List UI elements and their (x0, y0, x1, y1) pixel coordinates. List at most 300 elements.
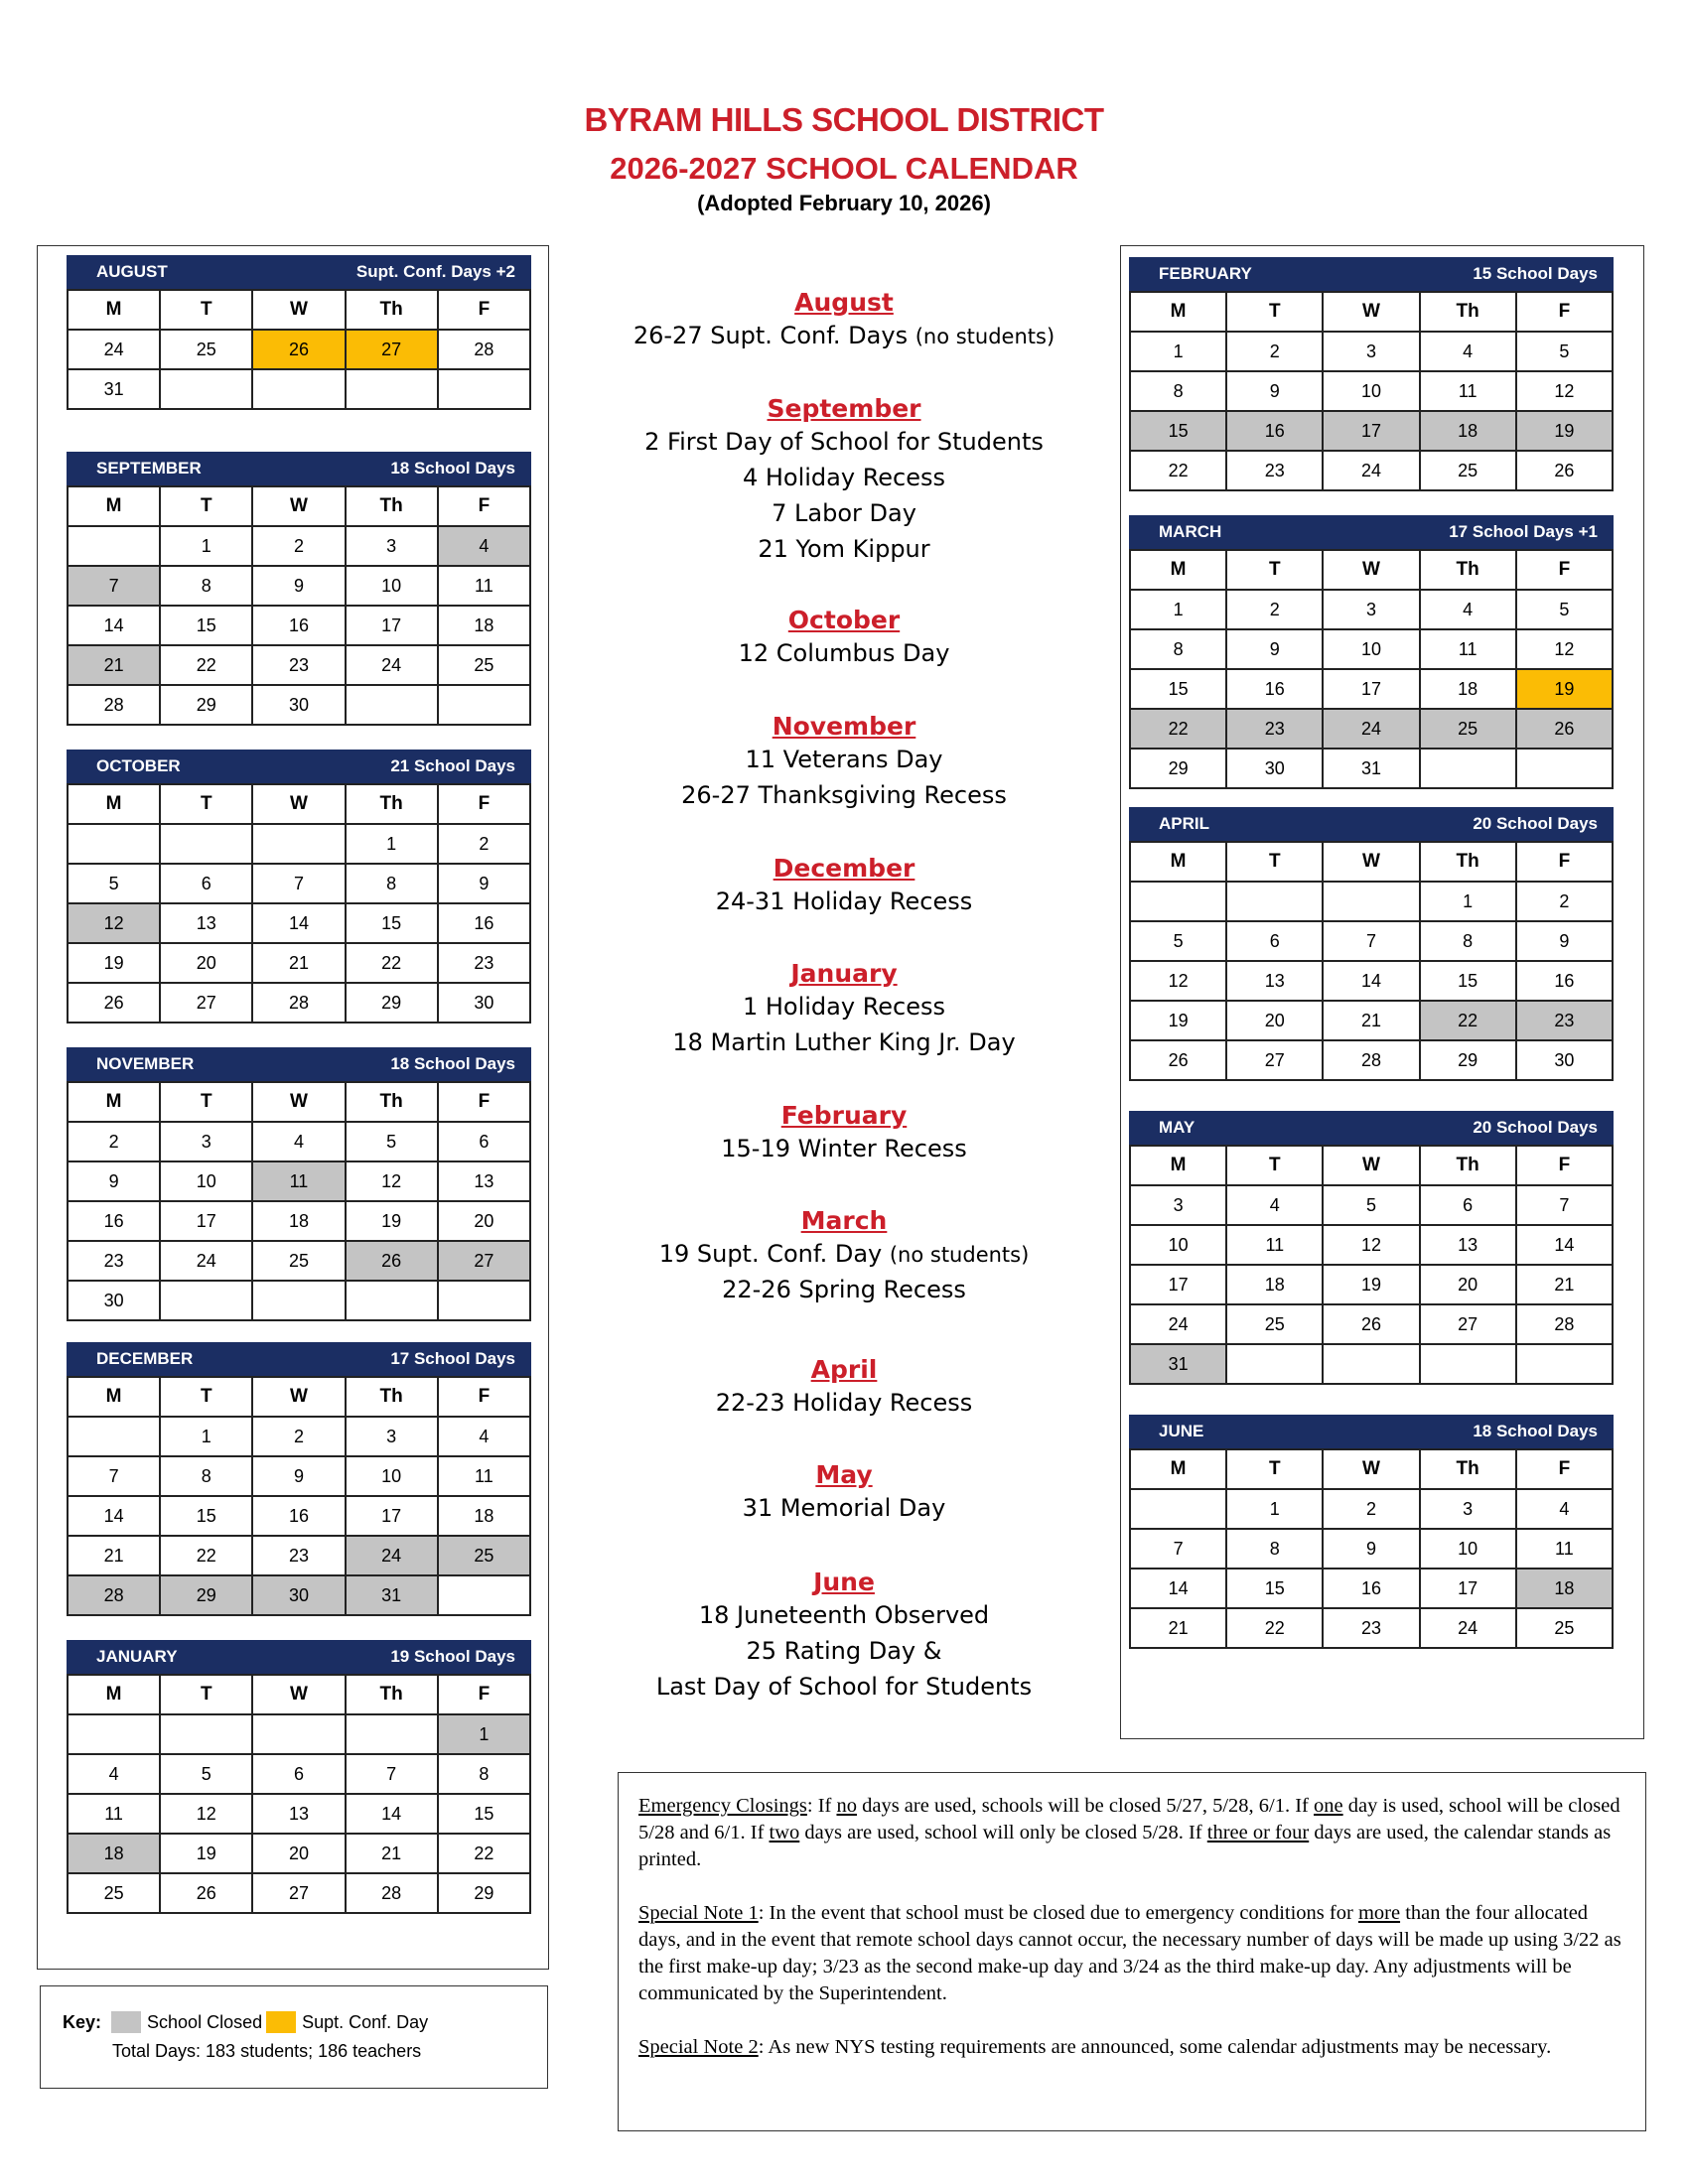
event-line (596, 1240, 1092, 1268)
day-cell: 3 (160, 1122, 252, 1161)
day-cell: 29 (160, 685, 252, 725)
note-text: : If (806, 1795, 837, 1817)
closed-swatch (111, 2011, 141, 2033)
day-cell: 12 (346, 1161, 438, 1201)
weekday-row (1130, 550, 1613, 590)
day-cell (160, 1281, 252, 1320)
weekday-header: W (1323, 1449, 1419, 1489)
week-row (1130, 882, 1613, 921)
day-cell: 23 (1323, 1608, 1419, 1648)
month-header (67, 750, 531, 783)
weekday-header: M (1130, 1449, 1226, 1489)
month-name: SEPTEMBER (96, 459, 202, 478)
month-header (67, 1640, 531, 1674)
event-month-heading: March (800, 1206, 888, 1235)
month-name: FEBRUARY (1159, 264, 1252, 283)
weekday-row (1130, 842, 1613, 882)
day-cell (346, 369, 438, 409)
day-cell: 25 (252, 1241, 345, 1281)
day-cell: 24 (1323, 451, 1419, 490)
weekday-header: Th (346, 290, 438, 330)
day-cell: 21 (1130, 1608, 1226, 1648)
event-line (596, 322, 1092, 349)
day-cell: 15 (346, 903, 438, 943)
event-line (596, 1135, 1092, 1162)
day-cell: 5 (1516, 590, 1613, 629)
weekday-header: W (1323, 550, 1419, 590)
month-grid (67, 485, 531, 726)
day-cell: 25 (438, 1536, 530, 1575)
day-cell: 1 (1130, 590, 1226, 629)
weekday-row (68, 1675, 530, 1714)
week-row (68, 1575, 530, 1615)
event-line (596, 1637, 1092, 1665)
day-cell: 10 (346, 1456, 438, 1496)
week-row (68, 1241, 530, 1281)
week-row (1130, 1569, 1613, 1608)
day-cell: 21 (1323, 1001, 1419, 1040)
day-cell (252, 1714, 345, 1754)
day-cell: 14 (1516, 1225, 1613, 1265)
day-cell: 9 (1226, 629, 1323, 669)
school-days-count: 15 School Days (1473, 264, 1598, 283)
week-row (68, 1122, 530, 1161)
weekday-header: Th (1420, 550, 1516, 590)
event-text: 18 Martin Luther King Jr. Day (672, 1028, 1016, 1056)
month-name: OCTOBER (96, 756, 181, 775)
day-cell: 2 (252, 1417, 345, 1456)
day-cell (68, 1417, 160, 1456)
week-row (1130, 371, 1613, 411)
week-row (68, 983, 530, 1023)
key-box (40, 1985, 548, 2089)
month-june (1129, 1415, 1614, 1649)
weekday-header: M (1130, 842, 1226, 882)
day-cell: 20 (1420, 1265, 1516, 1304)
weekday-row (68, 290, 530, 330)
day-cell: 21 (252, 943, 345, 983)
week-row (1130, 1608, 1613, 1648)
event-text: 2 First Day of School for Students (644, 428, 1044, 456)
day-cell: 15 (160, 1496, 252, 1536)
day-cell: 20 (438, 1201, 530, 1241)
day-cell: 1 (1130, 332, 1226, 371)
weekday-header: T (1226, 292, 1323, 332)
school-days-count: 18 School Days (390, 459, 515, 478)
event-line (596, 499, 1092, 527)
day-cell: 21 (68, 645, 160, 685)
day-cell: 4 (438, 1417, 530, 1456)
day-cell: 14 (68, 1496, 160, 1536)
day-cell: 19 (68, 943, 160, 983)
event-text: 19 Supt. Conf. Day (658, 1240, 890, 1268)
day-cell: 11 (1516, 1529, 1613, 1569)
event-note: (no students) (914, 325, 1055, 348)
day-cell (68, 824, 160, 864)
day-cell: 30 (438, 983, 530, 1023)
day-cell: 28 (252, 983, 345, 1023)
day-cell: 9 (1226, 371, 1323, 411)
weekday-header: F (438, 1675, 530, 1714)
day-cell: 8 (160, 1456, 252, 1496)
day-cell: 11 (438, 1456, 530, 1496)
day-cell: 6 (160, 864, 252, 903)
month-name: NOVEMBER (96, 1054, 195, 1073)
day-cell: 10 (346, 566, 438, 606)
day-cell: 11 (68, 1794, 160, 1834)
week-row (68, 645, 530, 685)
day-cell (1323, 882, 1419, 921)
day-cell: 11 (1420, 371, 1516, 411)
day-cell: 7 (68, 566, 160, 606)
day-cell: 9 (252, 566, 345, 606)
day-cell: 1 (160, 526, 252, 566)
month-grid (1129, 1145, 1614, 1385)
school-days-count: 17 School Days +1 (1449, 522, 1598, 541)
day-cell: 1 (160, 1417, 252, 1456)
weekday-header: T (160, 290, 252, 330)
day-cell: 2 (68, 1122, 160, 1161)
day-cell: 26 (1323, 1304, 1419, 1344)
week-row (1130, 1265, 1613, 1304)
week-row (68, 903, 530, 943)
day-cell: 3 (346, 526, 438, 566)
day-cell: 4 (438, 526, 530, 566)
note-text: days are used, schools will be closed 5/27, 5/28, 6/1. If (856, 1795, 1315, 1817)
week-row (68, 685, 530, 725)
weekday-header: F (438, 290, 530, 330)
day-cell (438, 1281, 530, 1320)
weekday-row (68, 784, 530, 824)
week-row (1130, 961, 1613, 1001)
day-cell (346, 1281, 438, 1320)
event-month-heading: October (787, 606, 901, 634)
day-cell: 7 (1323, 921, 1419, 961)
event-text: 31 Memorial Day (742, 1494, 946, 1522)
week-row (1130, 1344, 1613, 1384)
event-line (596, 887, 1092, 915)
day-cell: 10 (1420, 1529, 1516, 1569)
day-cell (438, 369, 530, 409)
day-cell: 21 (346, 1834, 438, 1873)
day-cell: 31 (1323, 749, 1419, 788)
day-cell: 17 (160, 1201, 252, 1241)
day-cell: 7 (252, 864, 345, 903)
day-cell: 13 (1226, 961, 1323, 1001)
weekday-header: Th (346, 486, 438, 526)
day-cell: 3 (1420, 1489, 1516, 1529)
day-cell: 25 (1516, 1608, 1613, 1648)
note-text: than the four allocated days, and in the event that remote school days cannot occur, the necessary number of days will be made up using 3/22 as the first make-up day; 3/23 as the second make-up day and 3/24 as the third make-up day. Any adjustments will be communicated by the Superintendent. (638, 1902, 1621, 2004)
month-may (1129, 1111, 1614, 1385)
event-text: 18 Juneteenth Observed (698, 1601, 990, 1629)
week-row (68, 1161, 530, 1201)
event-line (596, 1389, 1092, 1417)
weekday-header: Th (1420, 842, 1516, 882)
day-cell (252, 369, 345, 409)
day-cell: 11 (1226, 1225, 1323, 1265)
day-cell: 1 (1420, 882, 1516, 921)
day-cell (1323, 1344, 1419, 1384)
week-row (68, 606, 530, 645)
notes-box (618, 1772, 1646, 2131)
month-grid (67, 783, 531, 1024)
event-text: 12 Columbus Day (738, 639, 950, 667)
event-line (596, 535, 1092, 563)
week-row (68, 1754, 530, 1794)
weekday-row (1130, 1146, 1613, 1185)
week-row (1130, 1001, 1613, 1040)
day-cell: 3 (1130, 1185, 1226, 1225)
month-december (67, 1342, 531, 1616)
special-note-2 (638, 2034, 1625, 2061)
weekday-header: Th (346, 1675, 438, 1714)
day-cell: 18 (252, 1201, 345, 1241)
weekday-header: F (1516, 1146, 1613, 1185)
day-cell: 15 (1130, 669, 1226, 709)
weekday-header: W (252, 486, 345, 526)
day-cell: 22 (1226, 1608, 1323, 1648)
day-cell: 28 (68, 685, 160, 725)
day-cell: 22 (1130, 709, 1226, 749)
event-text: 4 Holiday Recess (742, 464, 946, 491)
month-header (1129, 257, 1614, 291)
note-text: more (1357, 1902, 1401, 1924)
event-text: 22-26 Spring Recess (722, 1276, 966, 1303)
event-line (596, 639, 1092, 667)
week-row (68, 1281, 530, 1320)
day-cell: 18 (68, 1834, 160, 1873)
day-cell: 11 (438, 566, 530, 606)
day-cell: 4 (68, 1754, 160, 1794)
day-cell: 2 (438, 824, 530, 864)
day-cell: 13 (1420, 1225, 1516, 1265)
conf-swatch (266, 2011, 296, 2033)
week-row (68, 330, 530, 369)
week-row (1130, 411, 1613, 451)
day-cell: 22 (160, 1536, 252, 1575)
event-month-heading: May (815, 1460, 873, 1489)
week-row (68, 1496, 530, 1536)
weekday-header: M (68, 1377, 160, 1417)
day-cell: 9 (68, 1161, 160, 1201)
note-text: day is used, school will be closed 5/28 and 6/1. If (638, 1795, 1620, 1843)
weekday-header: T (160, 486, 252, 526)
weekday-header: T (160, 1675, 252, 1714)
district-title: BYRAM HILLS SCHOOL DISTRICT (584, 101, 1104, 138)
emergency-closings-note (638, 1793, 1625, 1873)
day-cell: 22 (438, 1834, 530, 1873)
day-cell: 22 (346, 943, 438, 983)
day-cell: 11 (252, 1161, 345, 1201)
day-cell: 12 (1130, 961, 1226, 1001)
weekday-header: W (252, 1675, 345, 1714)
day-cell: 6 (1420, 1185, 1516, 1225)
day-cell: 6 (438, 1122, 530, 1161)
weekday-header: F (438, 1377, 530, 1417)
day-cell: 22 (160, 645, 252, 685)
week-row (1130, 669, 1613, 709)
day-cell: 23 (1226, 451, 1323, 490)
day-cell: 7 (1516, 1185, 1613, 1225)
day-cell: 14 (68, 606, 160, 645)
weekday-header: Th (346, 784, 438, 824)
event-line (596, 781, 1092, 809)
day-cell: 26 (68, 983, 160, 1023)
day-cell: 4 (1420, 590, 1516, 629)
day-cell: 23 (1226, 709, 1323, 749)
day-cell: 5 (1130, 921, 1226, 961)
school-days-count: 17 School Days (390, 1349, 515, 1368)
week-row (68, 864, 530, 903)
month-name: MARCH (1159, 522, 1222, 541)
month-january (67, 1640, 531, 1914)
day-cell: 17 (346, 1496, 438, 1536)
weekday-header: M (68, 290, 160, 330)
day-cell: 26 (160, 1873, 252, 1913)
day-cell: 12 (68, 903, 160, 943)
school-days-count: 21 School Days (390, 756, 515, 775)
week-row (68, 526, 530, 566)
weekday-row (68, 1377, 530, 1417)
day-cell: 22 (1130, 451, 1226, 490)
day-cell: 8 (438, 1754, 530, 1794)
day-cell: 27 (160, 983, 252, 1023)
emergency-label: Emergency Closings (638, 1795, 807, 1817)
day-cell: 26 (346, 1241, 438, 1281)
day-cell: 3 (1323, 332, 1419, 371)
day-cell: 27 (438, 1241, 530, 1281)
weekday-header: F (1516, 550, 1613, 590)
note-text: one (1314, 1795, 1343, 1817)
event-line (596, 746, 1092, 773)
day-cell: 27 (1226, 1040, 1323, 1080)
day-cell: 23 (1516, 1001, 1613, 1040)
day-cell (1420, 749, 1516, 788)
event-text: 25 Rating Day & (746, 1637, 942, 1665)
day-cell: 18 (438, 1496, 530, 1536)
day-cell: 1 (1226, 1489, 1323, 1529)
day-cell: 23 (252, 645, 345, 685)
weekday-header: F (438, 784, 530, 824)
day-cell (160, 824, 252, 864)
day-cell: 30 (1516, 1040, 1613, 1080)
event-line (596, 993, 1092, 1021)
day-cell: 14 (1323, 961, 1419, 1001)
day-cell: 19 (1130, 1001, 1226, 1040)
week-row (1130, 1225, 1613, 1265)
month-grid (1129, 291, 1614, 491)
day-cell: 19 (160, 1834, 252, 1873)
school-days-count: 19 School Days (390, 1647, 515, 1666)
day-cell: 4 (1420, 332, 1516, 371)
day-cell: 2 (1323, 1489, 1419, 1529)
day-cell: 3 (346, 1417, 438, 1456)
event-month-heading: September (767, 394, 921, 423)
day-cell: 28 (346, 1873, 438, 1913)
event-month-heading: February (780, 1101, 908, 1130)
month-header (67, 452, 531, 485)
day-cell: 2 (1516, 882, 1613, 921)
day-cell: 16 (252, 606, 345, 645)
weekday-header: F (438, 1082, 530, 1122)
day-cell: 18 (1420, 669, 1516, 709)
day-cell: 14 (1130, 1569, 1226, 1608)
day-cell: 15 (160, 606, 252, 645)
month-name: JUNE (1159, 1422, 1204, 1440)
day-cell: 18 (438, 606, 530, 645)
week-row (68, 369, 530, 409)
day-cell: 16 (68, 1201, 160, 1241)
weekday-header: T (1226, 1449, 1323, 1489)
week-row (68, 1456, 530, 1496)
total-days: Total Days: 183 students; 186 teachers (112, 2041, 422, 2061)
event-line (596, 1028, 1092, 1056)
weekday-header: M (1130, 550, 1226, 590)
day-cell: 6 (252, 1754, 345, 1794)
event-month-heading: April (810, 1355, 878, 1384)
day-cell: 26 (1516, 451, 1613, 490)
day-cell: 20 (252, 1834, 345, 1873)
weekday-header: M (68, 486, 160, 526)
day-cell: 15 (1420, 961, 1516, 1001)
day-cell: 10 (1323, 629, 1419, 669)
week-row (68, 1873, 530, 1913)
day-cell: 23 (68, 1241, 160, 1281)
event-text: 1 Holiday Recess (742, 993, 946, 1021)
weekday-header: Th (346, 1377, 438, 1417)
day-cell (68, 526, 160, 566)
special-note-1 (638, 1900, 1625, 2007)
day-cell: 5 (68, 864, 160, 903)
day-cell: 25 (160, 330, 252, 369)
month-name: AUGUST (96, 262, 168, 281)
month-august (67, 255, 531, 410)
day-cell: 16 (438, 903, 530, 943)
event-text: 24-31 Holiday Recess (715, 887, 973, 915)
event-text: 7 Labor Day (772, 499, 916, 527)
weekday-header: Th (1420, 1146, 1516, 1185)
week-row (68, 1201, 530, 1241)
day-cell: 8 (1420, 921, 1516, 961)
day-cell: 29 (1130, 749, 1226, 788)
month-grid (67, 1674, 531, 1914)
day-cell: 15 (1130, 411, 1226, 451)
day-cell: 5 (1516, 332, 1613, 371)
month-name: DECEMBER (96, 1349, 194, 1368)
day-cell: 23 (438, 943, 530, 983)
day-cell: 24 (1420, 1608, 1516, 1648)
day-cell: 14 (252, 903, 345, 943)
day-cell: 16 (1226, 669, 1323, 709)
note-text: two (769, 1822, 800, 1843)
event-note: (no students) (889, 1243, 1030, 1267)
weekday-header: M (1130, 292, 1226, 332)
day-cell: 25 (1420, 451, 1516, 490)
day-cell: 8 (1226, 1529, 1323, 1569)
month-header (67, 1047, 531, 1081)
day-cell (1516, 1344, 1613, 1384)
week-row (1130, 1529, 1613, 1569)
day-cell: 19 (1323, 1265, 1419, 1304)
month-header (1129, 515, 1614, 549)
day-cell: 27 (346, 330, 438, 369)
day-cell: 19 (1516, 669, 1613, 709)
day-cell: 16 (252, 1496, 345, 1536)
day-cell: 20 (1226, 1001, 1323, 1040)
week-row (1130, 921, 1613, 961)
day-cell: 19 (346, 1201, 438, 1241)
